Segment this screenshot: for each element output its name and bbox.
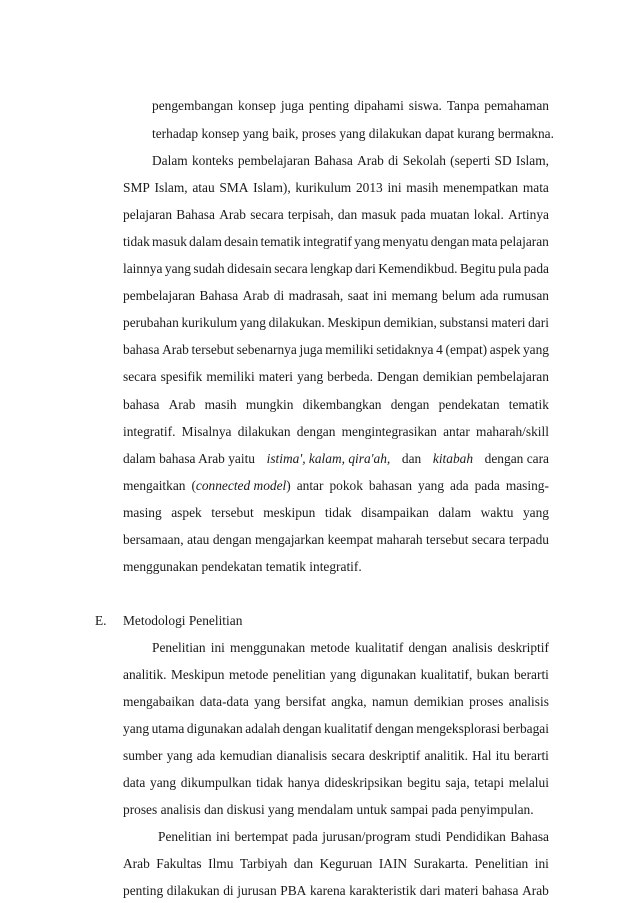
text-line: yang utama digunakan adalah dengan kualitatif dengan mengeksplorasi berbagai bbox=[123, 721, 549, 736]
text-line: secara spesifik memiliki materi yang berbeda. Dengan demikian pembelajaran bbox=[123, 369, 549, 384]
text-line: Penelitian ini menggunakan metode kualitatif dengan analisis deskriptif bbox=[152, 640, 549, 655]
text-line: perubahan kurikulum yang dilakukan. Meskipun demikian, substansi materi dari bbox=[123, 315, 549, 330]
text-line: integratif. Misalnya dilakukan dengan mengintegrasikan antar maharah/skill bbox=[123, 424, 549, 439]
italic-term: kitabah bbox=[432, 451, 474, 466]
text-line: bersamaan, atau dengan mengajarkan keempat maharah tersebut secara terpadu bbox=[123, 532, 549, 547]
line-prefix: dalam bahasa Arab yaitu bbox=[123, 451, 255, 466]
text-line: SMP Islam, atau SMA Islam), kurikulum 2013 ini masih menempatkan mata bbox=[123, 180, 549, 195]
text-line: mengaitkan (connected model) antar pokok bahasan yang ada pada masing- bbox=[123, 478, 549, 493]
text-line: tidak masuk dalam desain tematik integratif yang menyatu dengan mata pelajaran bbox=[123, 234, 549, 249]
text-line: penting dilakukan di jurusan PBA karena karakteristik dari materi bahasa Arab bbox=[123, 883, 549, 898]
text-line: bahasa Arab tersebut sebenarnya juga memiliki setidaknya 4 (empat) aspek yang bbox=[123, 342, 549, 357]
text-line: data yang dikumpulkan tidak hanya dideskripsikan begitu saja, tetapi melalui bbox=[123, 775, 549, 790]
italic-terms: istima', kalam, qira'ah, bbox=[266, 451, 391, 466]
text-line bbox=[123, 450, 549, 468]
text-line: mengabaikan data-data yang bersifat angka, namun demikian proses analisis bbox=[123, 694, 549, 709]
text-line: pembelajaran Bahasa Arab di madrasah, saat ini memang belum ada rumusan bbox=[123, 288, 549, 303]
text-line: pelajaran Bahasa Arab secara terpisah, dan masuk pada muatan lokal. Artinya bbox=[123, 207, 549, 222]
section-title: Metodologi Penelitian bbox=[123, 613, 243, 628]
text-line: pengembangan konsep juga penting dipahami siswa. Tanpa pemahaman bbox=[152, 98, 549, 113]
text-line: analitik. Meskipun metode penelitian yang digunakan kualitatif, bukan berarti bbox=[123, 667, 549, 682]
text-line: proses analisis dan diskusi yang mendalam untuk sampai pada penyimpulan. bbox=[123, 802, 534, 817]
text-line: Penelitian ini bertempat pada jurusan/program studi Pendidikan Bahasa bbox=[158, 829, 549, 844]
text-line: menggunakan pendekatan tematik integratif. bbox=[123, 559, 362, 574]
text-line: terhadap konsep yang baik, proses yang dilakukan dapat kurang bermakna. bbox=[152, 126, 554, 141]
italic-term: connected model bbox=[195, 478, 287, 493]
italic-term-group: (connected model) bbox=[191, 478, 291, 493]
text-line: Dalam konteks pembelajaran Bahasa Arab di Sekolah (seperti SD Islam, bbox=[152, 153, 549, 168]
text-line: lainnya yang sudah didesain secara lengkap dari Kemendikbud. Begitu pula pada bbox=[123, 261, 549, 276]
text-line: bahasa Arab masih mungkin dikembangkan dengan pendekatan tematik bbox=[123, 397, 549, 412]
text-line: Arab Fakultas Ilmu Tarbiyah dan Keguruan IAIN Surakarta. Penelitian ini bbox=[123, 856, 549, 871]
text-line: masing aspek tersebut meskipun tidak disampaikan dalam waktu yang bbox=[123, 505, 549, 520]
line-suffix: dengan cara bbox=[484, 451, 549, 466]
section-letter: E. bbox=[95, 613, 107, 628]
conjunction: dan bbox=[401, 451, 422, 466]
text-line: sumber yang ada kemudian dianalisis secara deskriptif analitik. Hal itu berarti bbox=[123, 748, 549, 763]
